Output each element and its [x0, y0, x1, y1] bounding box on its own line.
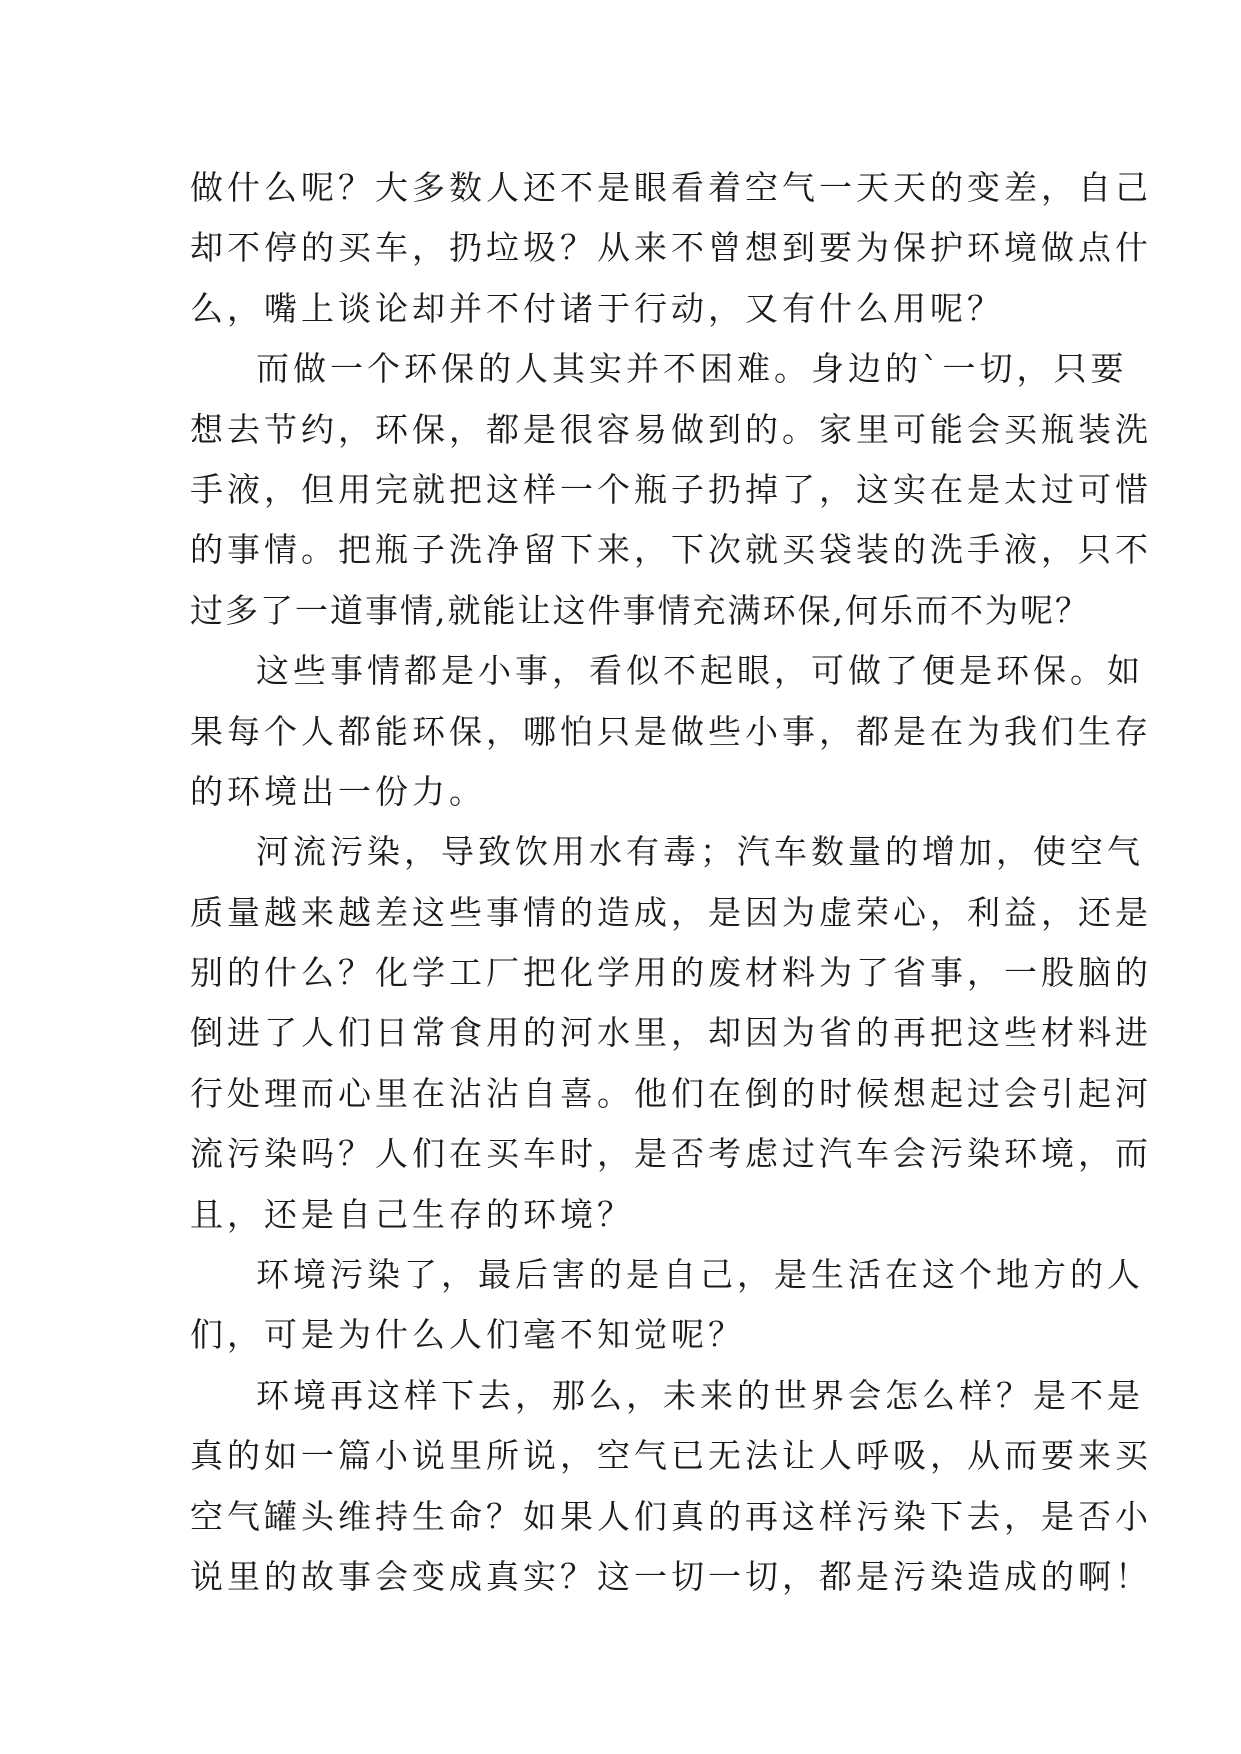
- paragraph-start-line: 而做一个环保的人其实并不困难。身边的`一切，只要: [256, 349, 1128, 389]
- text-line: 做什么呢？大多数人还不是眼看着空气一天天的变差，自己: [190, 168, 1152, 207]
- paragraph-start-line: 环境污染了，最后害的是自己，是生活在这个地方的人: [256, 1255, 1144, 1295]
- text-line: 真的如一篇小说里所说，空气已无法让人呼吸，从而要来买: [190, 1436, 1152, 1476]
- text-line: 空气罐头维持生命？如果人们真的再这样污染下去，是否小: [190, 1496, 1152, 1536]
- text-line: 流污染吗？人们在买车时，是否考虑过汽车会污染环境，而: [190, 1134, 1152, 1174]
- paragraph-start-line: 河流污染，导致饮用水有毒；汽车数量的增加，使空气: [256, 832, 1144, 872]
- text-line: 的环境出一份力。: [190, 771, 486, 811]
- text-line: 想去节约，环保，都是很容易做到的。家里可能会买瓶装洗: [190, 409, 1152, 449]
- body-text: [190, 158, 1152, 1607]
- text-line: 说里的故事会变成真实？这一切一切，都是污染造成的啊！: [190, 1556, 1152, 1596]
- paragraph-start-line: 环境再这样下去，那么，未来的世界会怎么样？是不是: [256, 1375, 1144, 1415]
- paragraph-start-line: 这些事情都是小事，看似不起眼，可做了便是环保。如: [256, 651, 1144, 691]
- text-line: 别的什么？化学工厂把化学用的废材料为了省事，一股脑的: [190, 953, 1152, 993]
- text-line: 们，可是为什么人们毫不知觉呢？: [190, 1315, 745, 1355]
- text-line: 的事情。把瓶子洗净留下来，下次就买袋装的洗手液，只不: [190, 530, 1152, 570]
- text-line: 倒进了人们日常食用的河水里，却因为省的再把这些材料进: [190, 1013, 1152, 1053]
- text-line: 质量越来越差这些事情的造成，是因为虚荣心，利益，还是: [190, 892, 1152, 932]
- text-line: 行处理而心里在沾沾自喜。他们在倒的时候想起过会引起河: [190, 1073, 1152, 1113]
- text-line: 果每个人都能环保，哪怕只是做些小事，都是在为我们生存: [190, 711, 1152, 751]
- text-line: 却不停的买车，扔垃圾？从来不曾想到要为保护环境做点什: [190, 228, 1152, 268]
- text-line: 手液，但用完就把这样一个瓶子扔掉了，这实在是太过可惜: [190, 469, 1152, 509]
- text-line: 么，嘴上谈论却并不付诸于行动，又有什么用呢？: [190, 288, 1004, 328]
- text-line: 过多了一道事情,就能让这件事情充满环保,何乐而不为呢？: [190, 590, 1090, 630]
- text-line: 且，还是自己生存的环境？: [190, 1194, 634, 1234]
